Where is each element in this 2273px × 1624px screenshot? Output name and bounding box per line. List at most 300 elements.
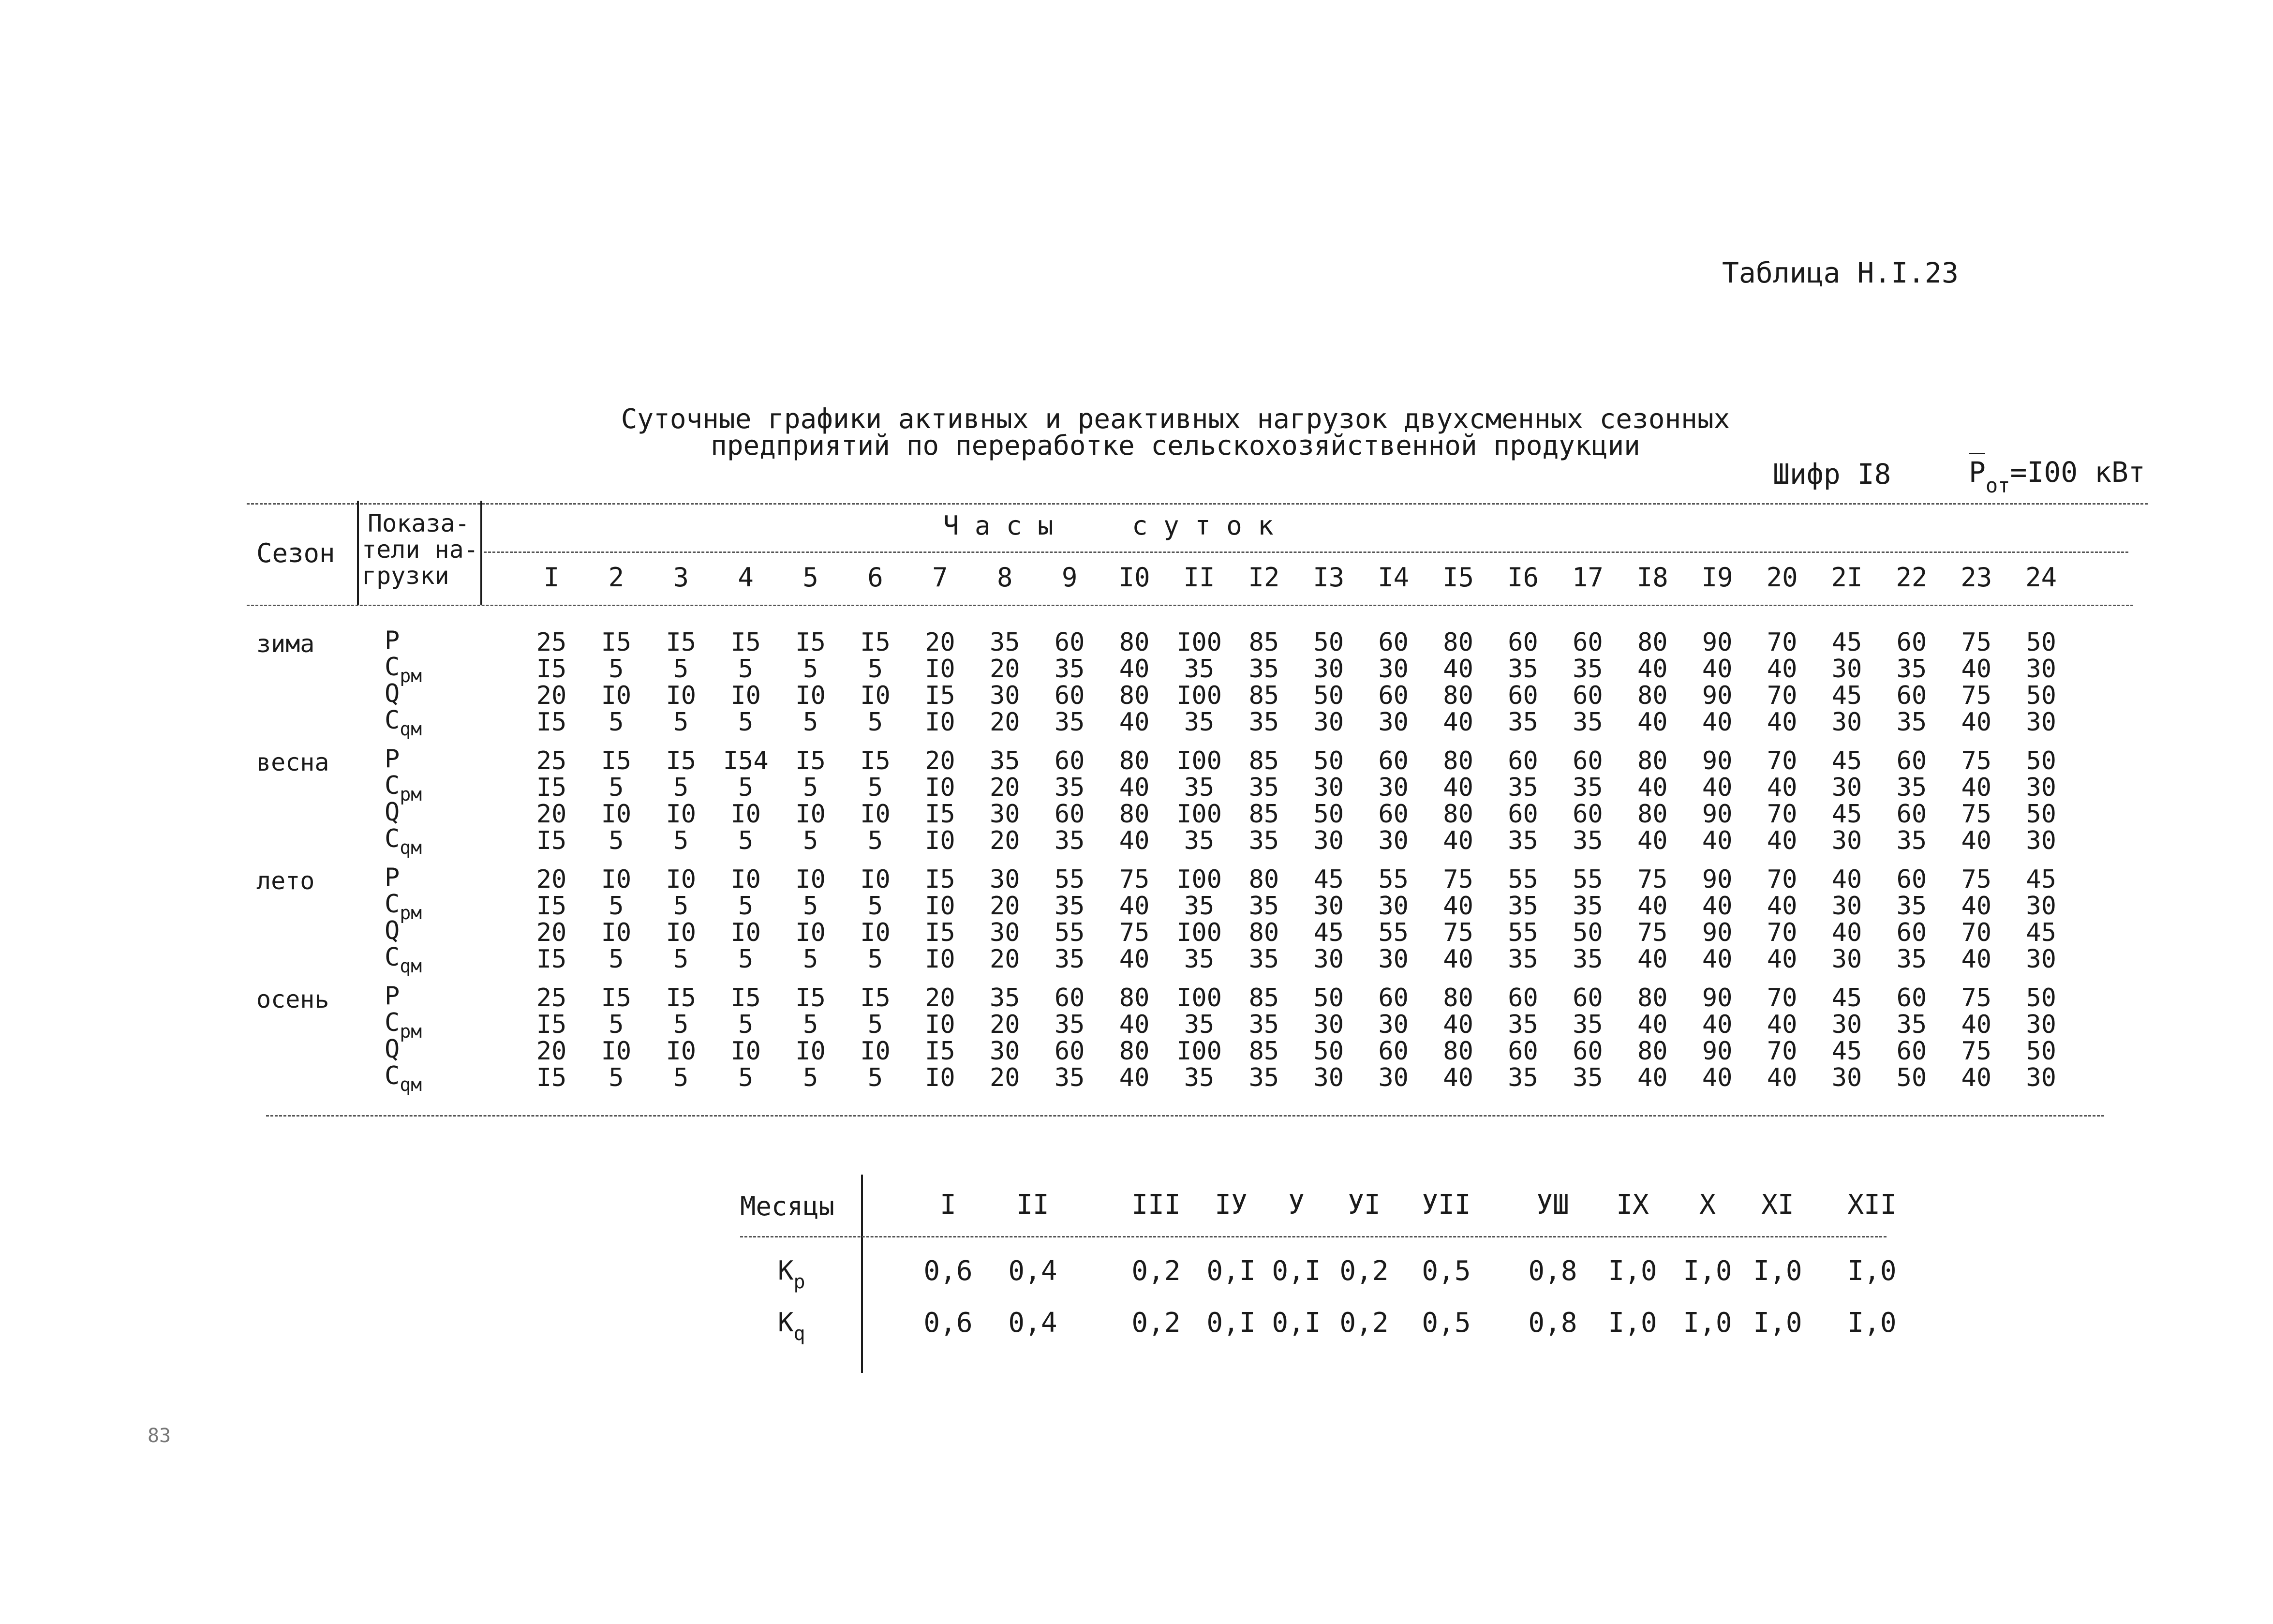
load-value-cell: 30 [1378,1063,1409,1092]
load-value-cell: I0 [860,681,891,710]
load-value-cell: I5 [860,746,891,775]
load-value-cell: 45 [2026,865,2056,894]
load-value-cell: 35 [1184,1063,1215,1092]
coefficient-value-cell: I,0 [1683,1307,1732,1339]
month-label: I [940,1189,956,1221]
load-value-cell: I0 [730,800,761,829]
hour-label: I2 [1248,562,1280,593]
load-value-cell: 70 [1767,800,1798,829]
load-value-cell: 5 [673,826,689,855]
load-value-cell: 50 [2026,746,2056,775]
load-value-cell: 35 [1184,945,1215,974]
table-top-rule [247,503,2148,505]
load-value-cell: 40 [1767,773,1798,802]
load-value-cell: 5 [802,655,818,684]
load-value-cell: I0 [860,918,891,947]
indicator-label: P [385,863,400,892]
load-value-cell: 5 [609,826,624,855]
column-divider-2 [480,501,482,605]
load-value-cell: 30 [1313,945,1344,974]
hour-label: 24 [2025,562,2057,593]
indicator-label: $C_{qм}$ [385,943,422,977]
hour-label: I3 [1313,562,1345,593]
load-value-cell: I00 [1176,865,1222,894]
load-value-cell: 40 [1702,708,1733,737]
load-value-cell: 80 [1119,746,1150,775]
load-value-cell: I5 [536,826,567,855]
load-value-cell: 40 [1443,1010,1473,1039]
load-value-cell: 85 [1248,681,1279,710]
load-value-cell: 60 [1378,746,1409,775]
coefficient-value-cell: I,0 [1847,1307,1897,1339]
load-value-cell: 40 [1961,1063,1992,1092]
hour-label: I [543,562,560,593]
load-value-cell: 5 [867,708,883,737]
load-value-cell: 60 [1378,1037,1409,1066]
load-value-cell: 30 [2026,945,2056,974]
load-value-cell: 70 [1767,1037,1798,1066]
load-value-cell: 5 [802,708,818,737]
page-number: 83 [148,1425,171,1447]
load-value-cell: 60 [1054,628,1085,657]
load-value-cell: I00 [1176,628,1222,657]
load-value-cell: 5 [738,826,754,855]
load-value-cell: 5 [802,892,818,921]
load-value-cell: 75 [1961,746,1992,775]
load-value-cell: 25 [536,983,567,1013]
load-value-cell: 45 [1313,918,1344,947]
load-value-cell: 40 [1767,945,1798,974]
month-label: IУ [1215,1189,1248,1221]
load-value-cell: 40 [1767,1010,1798,1039]
load-value-cell: 60 [1896,800,1927,829]
coefficient-value-cell: 0,2 [1339,1307,1389,1339]
load-value-cell: 35 [1896,945,1927,974]
load-value-cell: 40 [1119,655,1150,684]
load-value-cell: 75 [1119,865,1150,894]
load-value-cell: 20 [925,983,955,1013]
load-value-cell: 5 [738,1010,754,1039]
month-label: II [1016,1189,1049,1221]
load-value-cell: 30 [989,1037,1020,1066]
load-value-cell: 30 [1831,826,1862,855]
load-value-cell: 35 [1248,1063,1279,1092]
load-value-cell: 30 [1831,708,1862,737]
indicator-label: $C_{pм}$ [385,653,422,686]
load-value-cell: 50 [1313,628,1344,657]
load-value-cell: I0 [925,892,955,921]
load-value-cell: 75 [1961,983,1992,1013]
load-value-cell: I0 [795,865,826,894]
load-value-cell: 60 [1054,1037,1085,1066]
load-value-cell: I0 [925,1010,955,1039]
load-value-cell: 80 [1119,983,1150,1013]
load-value-cell: 30 [1378,945,1409,974]
load-value-cell: I5 [601,628,632,657]
load-value-cell: 5 [609,945,624,974]
month-label: УI [1348,1189,1381,1221]
month-label: III [1131,1189,1181,1221]
load-value-cell: 30 [1313,655,1344,684]
header-bottom-rule [247,605,2133,606]
load-value-cell: 35 [1054,1063,1085,1092]
months-table-rule [740,1236,1887,1237]
load-value-cell: 90 [1702,746,1733,775]
load-value-cell: 55 [1573,865,1603,894]
load-value-cell: 5 [673,1010,689,1039]
load-value-cell: 5 [738,655,754,684]
load-value-cell: 30 [1378,826,1409,855]
hour-label: I4 [1378,562,1410,593]
load-value-cell: I0 [730,681,761,710]
load-value-cell: 35 [1054,945,1085,974]
load-value-cell: 30 [1378,773,1409,802]
load-value-cell: 60 [1054,681,1085,710]
load-value-cell: 40 [1119,708,1150,737]
load-value-cell: 80 [1119,800,1150,829]
load-value-cell: 80 [1637,983,1668,1013]
hour-label: 5 [802,562,818,593]
load-value-cell: I5 [666,628,697,657]
load-value-cell: 5 [609,708,624,737]
load-value-cell: 45 [1831,983,1862,1013]
load-value-cell: I54 [723,746,769,775]
cipher-label: Шифр I8 [1773,458,1891,491]
coefficient-value-cell: 0,8 [1528,1255,1577,1287]
month-label: XII [1847,1189,1897,1221]
load-value-cell: 75 [1637,918,1668,947]
load-value-cell: 40 [1637,826,1668,855]
load-value-cell: 75 [1443,865,1473,894]
load-value-cell: 5 [867,1063,883,1092]
load-value-cell: 75 [1961,628,1992,657]
load-value-cell: 30 [1313,773,1344,802]
load-value-cell: 30 [2026,892,2056,921]
load-value-cell: I5 [536,708,567,737]
hour-label: 9 [1061,562,1078,593]
indicator-label: $C_{pм}$ [385,890,422,924]
load-value-cell: 60 [1508,628,1538,657]
load-value-cell: 30 [2026,773,2056,802]
load-value-cell: 85 [1248,983,1279,1013]
load-value-cell: 30 [989,800,1020,829]
load-value-cell: I5 [666,746,697,775]
load-value-cell: 35 [1248,655,1279,684]
load-value-cell: 60 [1508,746,1538,775]
load-value-cell: 40 [1831,865,1862,894]
load-value-cell: 60 [1378,983,1409,1013]
load-value-cell: 30 [989,681,1020,710]
load-value-cell: 40 [1961,708,1992,737]
hour-label: I9 [1701,562,1733,593]
hours-header-rule [484,551,2128,553]
load-value-cell: 75 [1961,681,1992,710]
load-value-cell: 60 [1573,983,1603,1013]
load-value-cell: 30 [1831,945,1862,974]
load-value-cell: 20 [989,826,1020,855]
load-value-cell: 75 [1119,918,1150,947]
load-value-cell: 70 [1767,628,1798,657]
table-title-line-2: предприятий по переработке сельскохозяйственной продукции [711,430,1640,462]
indicator-label: $C_{qм}$ [385,824,422,858]
load-value-cell: I5 [925,865,955,894]
load-value-cell: 35 [1054,892,1085,921]
load-value-cell: 80 [1637,746,1668,775]
load-value-cell: 40 [1702,1063,1733,1092]
load-value-cell: 90 [1702,681,1733,710]
load-value-cell: 35 [1248,892,1279,921]
load-value-cell: 60 [1054,983,1085,1013]
load-value-cell: 70 [1767,918,1798,947]
hour-label: 23 [1961,562,1992,593]
load-value-cell: I5 [536,892,567,921]
load-value-cell: 35 [1054,1010,1085,1039]
load-value-cell: I5 [601,983,632,1013]
load-value-cell: 85 [1248,1037,1279,1066]
load-value-cell: 60 [1896,681,1927,710]
load-value-cell: 60 [1378,681,1409,710]
load-value-cell: 90 [1702,628,1733,657]
load-value-cell: 80 [1637,681,1668,710]
load-value-cell: 5 [867,826,883,855]
load-value-cell: 50 [1313,983,1344,1013]
load-value-cell: I5 [795,628,826,657]
indicator-header-line-2: тели на- [362,536,478,564]
load-value-cell: 50 [1313,681,1344,710]
coefficient-label: $K_q$ [778,1307,805,1345]
load-value-cell: 60 [1573,800,1603,829]
coefficient-value-cell: I,0 [1847,1255,1897,1287]
indicator-label: Q [385,1035,400,1064]
load-value-cell: 50 [1896,1063,1927,1092]
load-value-cell: 45 [1313,865,1344,894]
hour-label: 17 [1572,562,1604,593]
load-value-cell: 20 [536,918,567,947]
load-value-cell: 40 [1961,945,1992,974]
indicator-label: Q [385,679,400,708]
load-value-cell: 30 [989,918,1020,947]
load-value-cell: 40 [1831,918,1862,947]
load-value-cell: 5 [609,773,624,802]
month-label: X [1699,1189,1716,1221]
load-value-cell: 35 [1054,708,1085,737]
load-value-cell: I0 [601,918,632,947]
load-value-cell: 30 [2026,655,2056,684]
load-value-cell: 60 [1508,681,1538,710]
hour-label: 2 [608,562,624,593]
load-value-cell: 5 [609,892,624,921]
indicator-label: $C_{pм}$ [385,771,422,805]
load-value-cell: 50 [1313,746,1344,775]
load-value-cell: 60 [1508,800,1538,829]
hour-label: I5 [1442,562,1474,593]
load-value-cell: 70 [1767,865,1798,894]
nominal-power-label: $P_{от}=I00$ кВт [1969,456,2145,489]
load-value-cell: I5 [666,983,697,1013]
indicator-label: $C_{qм}$ [385,1061,422,1095]
load-value-cell: I0 [666,1037,697,1066]
hour-label: 20 [1766,562,1798,593]
load-value-cell: 40 [1767,1063,1798,1092]
load-value-cell: 20 [989,1063,1020,1092]
load-value-cell: 75 [1443,918,1473,947]
load-value-cell: 80 [1248,865,1279,894]
coefficient-value-cell: I,0 [1683,1255,1732,1287]
load-value-cell: 80 [1637,1037,1668,1066]
month-label: УII [1422,1189,1471,1221]
load-value-cell: 80 [1443,1037,1473,1066]
load-value-cell: 55 [1054,918,1085,947]
load-value-cell: 20 [989,1010,1020,1039]
load-value-cell: I0 [601,865,632,894]
load-value-cell: 60 [1896,628,1927,657]
load-value-cell: 30 [1313,1063,1344,1092]
load-value-cell: 60 [1573,1037,1603,1066]
load-value-cell: 35 [1508,892,1538,921]
month-label: У [1288,1189,1305,1221]
indicator-label: $C_{qм}$ [385,706,422,740]
load-value-cell: 90 [1702,918,1733,947]
load-value-cell: I5 [925,918,955,947]
load-value-cell: 85 [1248,800,1279,829]
load-value-cell: 5 [673,708,689,737]
coefficient-value-cell: 0,6 [923,1307,973,1339]
load-value-cell: 20 [536,865,567,894]
load-value-cell: 35 [1896,1010,1927,1039]
load-value-cell: 5 [738,1063,754,1092]
hour-label: 8 [997,562,1013,593]
coefficient-value-cell: 0,I [1272,1307,1321,1339]
load-value-cell: 90 [1702,865,1733,894]
load-value-cell: I00 [1176,746,1222,775]
load-value-cell: 40 [1443,708,1473,737]
load-value-cell: 5 [867,1010,883,1039]
load-value-cell: I5 [925,1037,955,1066]
load-value-cell: 80 [1119,681,1150,710]
load-value-cell: 5 [867,945,883,974]
load-value-cell: 40 [1637,655,1668,684]
load-value-cell: 5 [738,945,754,974]
load-value-cell: I5 [536,655,567,684]
load-value-cell: 40 [1637,773,1668,802]
load-value-cell: 40 [1637,1063,1668,1092]
load-value-cell: 35 [1054,773,1085,802]
load-value-cell: 40 [1443,1063,1473,1092]
load-value-cell: 40 [1702,826,1733,855]
load-value-cell: 35 [1248,945,1279,974]
load-value-cell: 5 [738,892,754,921]
load-value-cell: 30 [1378,655,1409,684]
load-value-cell: 60 [1573,746,1603,775]
load-value-cell: I5 [536,1063,567,1092]
column-divider-1 [357,501,359,605]
hour-label: 6 [867,562,883,593]
load-value-cell: 80 [1119,1037,1150,1066]
load-value-cell: 5 [673,945,689,974]
load-value-cell: 80 [1443,681,1473,710]
load-value-cell: 60 [1054,800,1085,829]
load-value-cell: 35 [1054,655,1085,684]
load-value-cell: 5 [673,892,689,921]
load-value-cell: 40 [1119,1063,1150,1092]
load-value-cell: 70 [1961,918,1992,947]
indicator-label: P [385,626,400,655]
load-value-cell: 80 [1637,628,1668,657]
load-value-cell: 5 [738,708,754,737]
load-value-cell: 40 [1767,708,1798,737]
load-value-cell: 40 [1443,773,1473,802]
season-name: лето [256,867,315,895]
load-value-cell: 35 [1508,708,1538,737]
load-value-cell: 30 [1313,892,1344,921]
load-value-cell: 80 [1119,628,1150,657]
load-value-cell: 35 [1184,826,1215,855]
load-value-cell: 40 [1119,826,1150,855]
load-value-cell: 30 [1313,708,1344,737]
season-name: весна [256,748,329,776]
load-value-cell: I0 [925,773,955,802]
load-value-cell: 30 [2026,826,2056,855]
load-value-cell: 20 [989,892,1020,921]
load-value-cell: 20 [536,681,567,710]
load-value-cell: 60 [1896,1037,1927,1066]
load-value-cell: 45 [1831,800,1862,829]
coefficient-value-cell: 0,5 [1422,1255,1471,1287]
load-value-cell: I0 [795,681,826,710]
load-value-cell: 40 [1443,945,1473,974]
load-value-cell: 35 [1896,826,1927,855]
load-value-cell: 85 [1248,746,1279,775]
load-value-cell: 25 [536,746,567,775]
load-value-cell: 50 [2026,681,2056,710]
season-name: зима [256,630,315,658]
load-value-cell: I0 [925,1063,955,1092]
load-value-cell: 40 [1702,773,1733,802]
load-value-cell: 70 [1767,681,1798,710]
load-value-cell: 40 [1767,892,1798,921]
load-value-cell: 30 [1831,1063,1862,1092]
load-value-cell: 35 [1184,708,1215,737]
coefficient-value-cell: 0,2 [1131,1255,1181,1287]
load-value-cell: 35 [1573,708,1603,737]
months-table-divider [861,1175,863,1373]
load-value-cell: 40 [1961,892,1992,921]
load-value-cell: 5 [609,1010,624,1039]
load-value-cell: 45 [1831,628,1862,657]
month-label: XI [1761,1189,1794,1221]
load-value-cell: I0 [795,1037,826,1066]
load-value-cell: 55 [1378,865,1409,894]
load-value-cell: I00 [1176,681,1222,710]
load-value-cell: I0 [730,918,761,947]
load-value-cell: 35 [1248,1010,1279,1039]
load-value-cell: I5 [795,983,826,1013]
load-value-cell: 30 [1378,892,1409,921]
load-value-cell: 35 [1508,945,1538,974]
load-value-cell: 60 [1896,918,1927,947]
load-value-cell: I0 [666,800,697,829]
load-value-cell: 5 [867,773,883,802]
load-value-cell: 60 [1573,681,1603,710]
load-value-cell: 30 [989,865,1020,894]
load-value-cell: 30 [1313,1010,1344,1039]
load-value-cell: 25 [536,628,567,657]
load-value-cell: 35 [1184,655,1215,684]
load-value-cell: I00 [1176,918,1222,947]
load-value-cell: 40 [1961,655,1992,684]
load-value-cell: 35 [1508,655,1538,684]
load-value-cell: 35 [1184,1010,1215,1039]
